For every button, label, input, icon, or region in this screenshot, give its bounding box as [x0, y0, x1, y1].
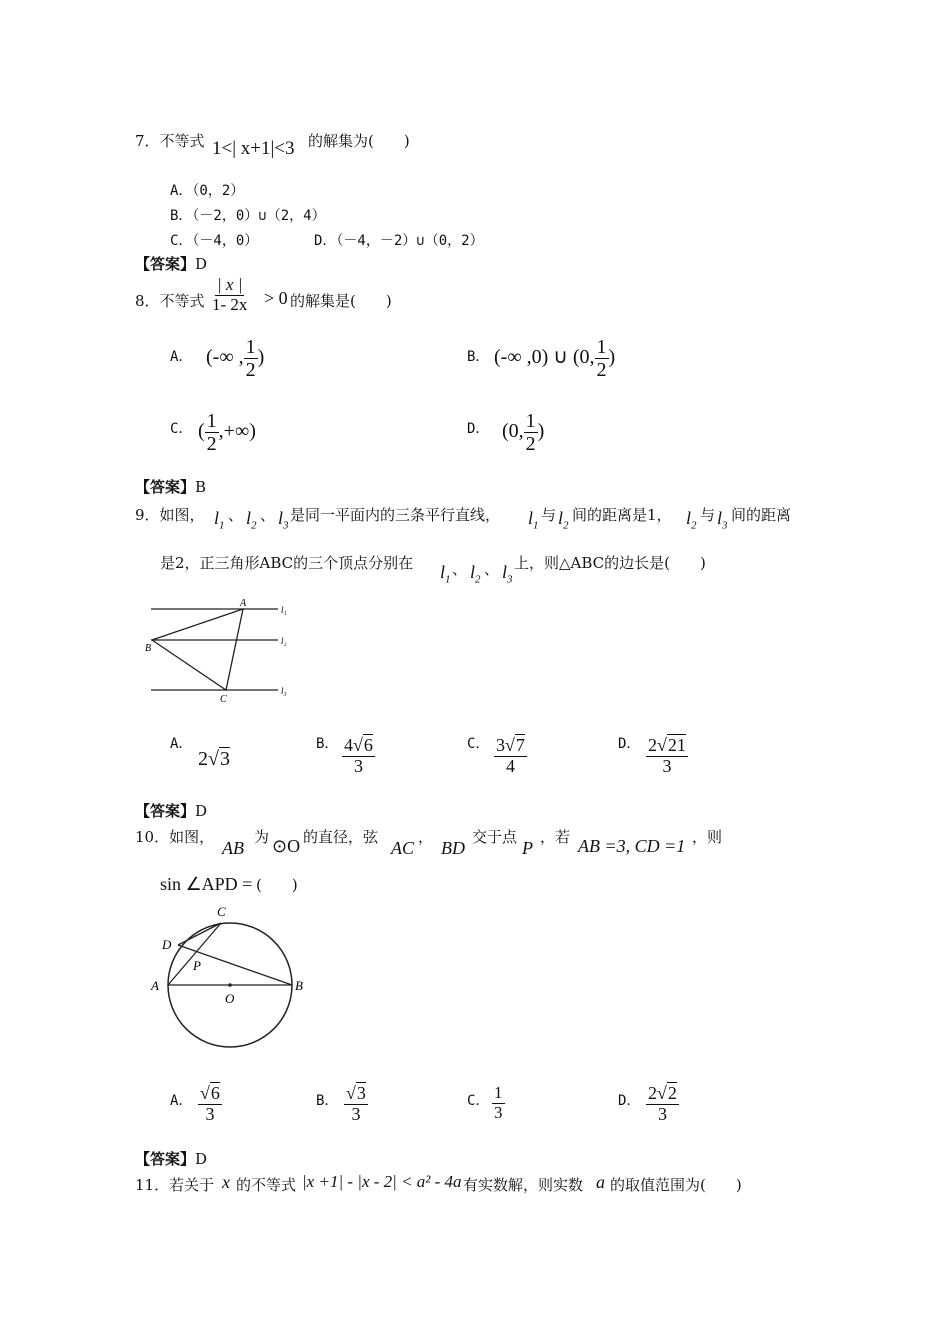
q9-stem-start: 9．如图，: [135, 506, 205, 524]
center-point: [228, 983, 232, 987]
q10-figure: [145, 900, 320, 1050]
q9-option-b[interactable]: $\frac{4√6}{3}$: [344, 735, 373, 776]
point-p-label: P: [193, 958, 201, 973]
q7-option-d[interactable]: D．（－4，－2）∪（0，2）: [314, 233, 484, 249]
q9-stem-text: 间的距离: [731, 506, 792, 524]
q9-option-d[interactable]: $\frac{2√21}{3}$: [648, 735, 686, 776]
q9-sep: 、: [484, 560, 500, 578]
q9-a-rad: 3: [219, 748, 230, 770]
q10-wei: 为: [254, 828, 270, 846]
point-b-label: B: [295, 978, 303, 993]
answer-tag: 【答案】: [135, 255, 196, 273]
q8-option-c-label[interactable]: C．: [170, 421, 193, 437]
answer-tag: 【答案】: [135, 802, 196, 820]
q7-stem: [135, 130, 205, 151]
q8-b-num: 1: [596, 336, 607, 358]
q9-l1: $l_1$: [214, 508, 225, 532]
q8-stem: 8．不等式: [135, 292, 205, 310]
q9-option-c[interactable]: $\frac{3√7}{4}$: [496, 735, 525, 776]
q8-stem-end: 的解集是( ): [290, 292, 392, 310]
q8-d-post: ): [537, 420, 545, 443]
q8-fraction: [210, 276, 249, 314]
q10-option-b[interactable]: $\frac{√3}{3}$: [346, 1083, 366, 1124]
q8-answer: [135, 476, 206, 497]
q10-circle-o: ⊙O: [272, 836, 301, 856]
q9-option-b-label[interactable]: B．: [316, 736, 339, 752]
q11-stem-end: 的取值范围为( ): [610, 1176, 742, 1194]
point-d-label: D: [162, 937, 172, 952]
point-a-label: A: [151, 978, 159, 993]
answer-tag: 【答案】: [135, 478, 196, 496]
q8-c-post: ,+∞): [218, 420, 256, 443]
q10-option-d-label[interactable]: D．: [618, 1093, 641, 1109]
q8-option-d-label[interactable]: D．: [467, 421, 490, 437]
answer-tag: 【答案】: [135, 1150, 196, 1168]
answer-value: D: [195, 255, 208, 273]
vertex-b-label: B: [145, 643, 152, 654]
q10-sin-expression: sin ∠APD =: [160, 874, 253, 894]
q11-stem-text: 有实数解，则实数: [463, 1176, 584, 1194]
q8-gt-zero: > 0: [264, 288, 288, 308]
q8-d-den: 2: [525, 433, 536, 455]
q9-l3: $l_3$: [278, 508, 289, 532]
q10-option-c-label[interactable]: C．: [467, 1093, 490, 1109]
q9-l2: $l_2$: [470, 562, 481, 586]
q10-comma: ，: [418, 828, 434, 846]
q9-stem-text: 间的距离是1，: [572, 506, 672, 524]
q10-stem-text: ，若: [540, 828, 571, 846]
q9-a-coef: 2: [198, 748, 208, 770]
q7-answer: [135, 253, 207, 274]
point-c-label: C: [217, 904, 226, 919]
q9-sep: 、: [228, 506, 244, 524]
q9-sep: 、: [452, 560, 468, 578]
q8-option-b[interactable]: [494, 336, 615, 381]
q8-option-a-label[interactable]: A．: [170, 349, 193, 365]
q10-stem-start: 10．如图，: [135, 828, 215, 846]
q9-answer: [135, 800, 207, 821]
q10-stem-text: 的直径，弦: [303, 828, 379, 846]
l3-label: l₃: [281, 686, 287, 696]
q10-answer: [135, 1148, 207, 1169]
l2-label: l₂: [281, 636, 287, 646]
q11-stem-start: 11．若关于: [135, 1176, 215, 1194]
q11-x: x: [222, 1172, 230, 1192]
q7-option-a[interactable]: A．（0，2）: [170, 183, 245, 199]
q9-option-c-label[interactable]: C．: [467, 736, 490, 752]
q11-a: a: [596, 1172, 605, 1192]
triangle-abc: [152, 609, 243, 690]
q8-option-c[interactable]: [198, 410, 256, 455]
q8-a-post: ): [257, 346, 265, 369]
q8-option-a[interactable]: [206, 336, 264, 381]
vertex-a-label: A: [240, 598, 247, 609]
q9-option-d-label[interactable]: D．: [618, 736, 641, 752]
q8-c-num: 1: [206, 410, 217, 432]
q8-b-post: ): [608, 346, 616, 369]
q10-option-a[interactable]: $\frac{√6}{3}$: [200, 1083, 220, 1124]
vertex-c-label: C: [220, 694, 227, 705]
q10-p: P: [522, 838, 533, 858]
q10-ab: AB: [222, 838, 244, 858]
answer-value: D: [195, 802, 208, 820]
q8-b-pre: (-∞ ,0) ∪ (0,: [494, 346, 595, 369]
q10-condition: AB =3, CD =1: [578, 836, 686, 856]
q11-expression: |x +1| - |x - 2| < a² - 4a: [302, 1172, 462, 1191]
q9-stem-line2: 是2，正三角形ABC的三个顶点分别在: [160, 554, 414, 572]
q8-option-d[interactable]: [502, 410, 544, 455]
q9-l2: $l_2$: [558, 508, 569, 532]
q8-b-den: 2: [596, 359, 607, 381]
q10-stem-end: ( ): [256, 876, 298, 894]
q7-expression: 1<| x+1|<3: [212, 138, 295, 159]
q9-yu: 与: [541, 506, 557, 524]
q8-c-den: 2: [206, 433, 217, 455]
q8-a-den: 2: [245, 359, 256, 381]
q9-option-a-label[interactable]: A．: [170, 736, 193, 752]
q8-frac-num: | x |: [217, 275, 243, 294]
q9-l2: $l_2$: [686, 508, 697, 532]
q8-d-num: 1: [525, 410, 536, 432]
q8-frac-den: 1- 2x: [212, 294, 248, 314]
q9-l1: $l_1$: [440, 562, 451, 586]
q8-c-pre: (: [198, 420, 205, 443]
q7-stem-text: 7．不等式: [135, 132, 205, 150]
q9-l3: $l_3$: [502, 562, 513, 586]
q9-figure: [140, 596, 300, 708]
answer-value: B: [195, 478, 207, 496]
q9-l1: $l_1$: [528, 508, 539, 532]
q8-a-pre: (-∞ ,: [206, 346, 244, 369]
q10-stem-text: ，则: [692, 828, 723, 846]
q10-option-b-label[interactable]: B．: [316, 1093, 339, 1109]
q9-stem-text: 是同一平面内的三条平行直线，: [290, 506, 501, 524]
q11-stem-text: 的不等式: [236, 1176, 297, 1194]
q9-option-a[interactable]: 2√3: [198, 748, 230, 770]
q8-option-b-label[interactable]: B．: [467, 349, 490, 365]
q10-option-a-label[interactable]: A．: [170, 1093, 193, 1109]
q9-sep: 、: [260, 506, 276, 524]
q10-stem-text: 交于点: [472, 828, 518, 846]
q10-bd: BD: [441, 838, 465, 858]
point-o-label: O: [225, 991, 235, 1006]
q9-l2: $l_2$: [246, 508, 257, 532]
segment-cd: [178, 923, 221, 945]
q7-stem-end: 的解集为( ): [308, 132, 410, 150]
l1-label: l₁: [281, 605, 287, 615]
q10-option-c[interactable]: $\frac{1}{3}$: [494, 1083, 503, 1122]
q9-l3: $l_3$: [717, 508, 728, 532]
q8-d-pre: (0,: [502, 420, 524, 443]
q8-a-num: 1: [245, 336, 256, 358]
q10-ac: AC: [391, 838, 415, 858]
q7-option-c[interactable]: C．（－4，0）: [170, 233, 259, 249]
q10-option-d[interactable]: $\frac{2√2}{3}$: [648, 1083, 677, 1124]
answer-value: D: [195, 1150, 208, 1168]
q9-yu: 与: [700, 506, 716, 524]
q9-stem-end: 上，则△ABC的边长是( ): [514, 554, 706, 572]
q7-option-b[interactable]: B．（－2，0）∪（2，4）: [170, 208, 326, 224]
